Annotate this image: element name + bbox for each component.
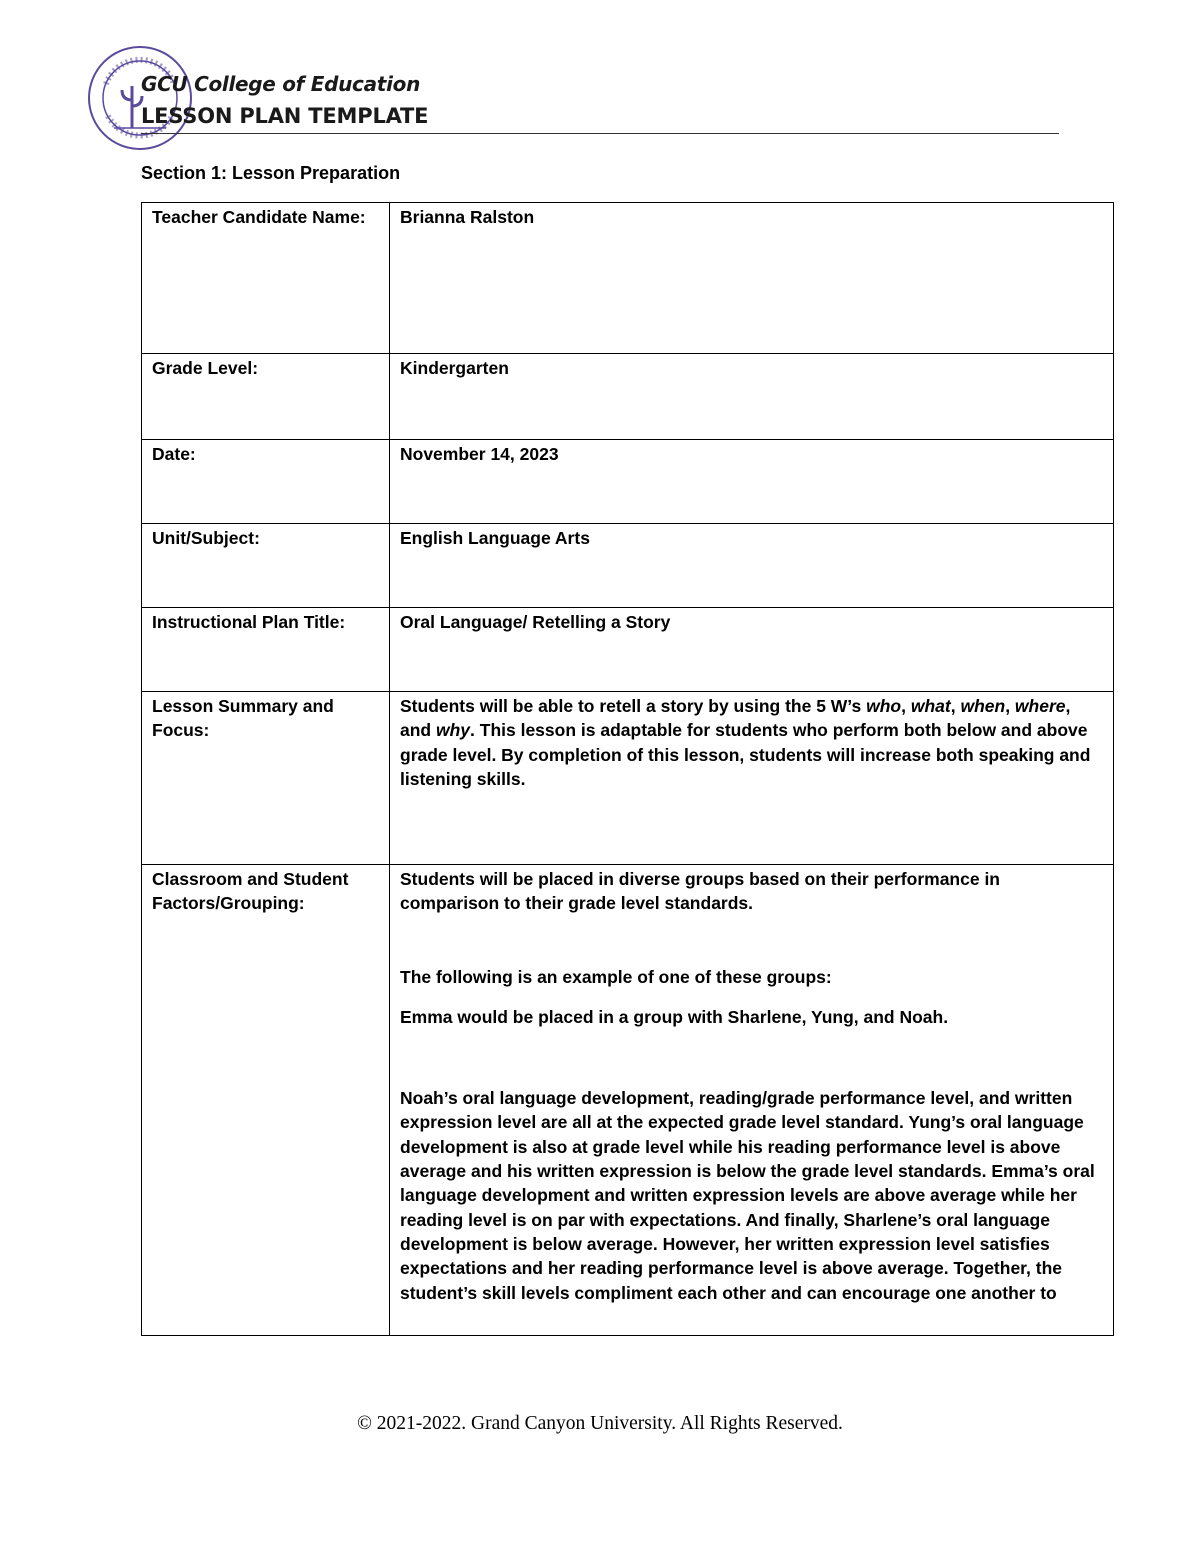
grouping-paragraph-3: Emma would be placed in a group with Sharlene, Yung, and Noah. [400, 1006, 949, 1027]
grouping-label: Classroom and Student Factors/Grouping: [142, 865, 390, 1336]
table-row-grouping [142, 865, 1114, 1336]
copyright-footer: © 2021-2022. Grand Canyon University. All Rights Reserved. [357, 1413, 843, 1434]
subject-value: English Language Arts [400, 528, 590, 548]
table-row-grade [142, 354, 1114, 440]
table-row-teacher [142, 203, 1114, 354]
summary-value [400, 694, 1103, 860]
table-row-title [142, 608, 1114, 692]
summary-text-1: Students will be able to retell a story by using the 5 W’s [400, 696, 867, 716]
grade-label: Grade Level: [142, 354, 390, 440]
summary-comma-1: , [901, 696, 911, 716]
table-row-summary [142, 692, 1114, 865]
date-label: Date: [142, 440, 390, 524]
grouping-paragraph-4: Noah’s oral language development, reading/grade performance level, and written expression level are all at the expected grade level standard. Yung’s oral language development is also at grade level while his reading performance level is above average and his written expression is below the grade level standards. Emma’s oral language development and written expression levels are above average while her reading level is on par with expectations. And finally, Sharlene’s oral language development is below average. However, her written expression level satisfies expectations and her reading performance level is above average. Together, the student’s skill levels compliment each other and can encourage one another to [400, 1088, 1095, 1303]
summary-when: when [960, 696, 1006, 716]
summary-comma-2: , [950, 696, 961, 716]
plan-title-label: Instructional Plan Title: [142, 608, 390, 692]
teacher-label: Teacher Candidate Name: [142, 203, 390, 354]
table-row-subject [142, 524, 1114, 608]
summary-label: Lesson Summary and Focus: [142, 692, 390, 865]
grouping-paragraph-2: The following is an example of one of these groups: [400, 966, 832, 987]
plan-title-value-cell [390, 608, 1114, 692]
summary-why: why [435, 720, 471, 741]
teacher-value: Brianna Ralston [400, 207, 535, 227]
summary-where: where [1014, 696, 1066, 716]
summary-comma-3: , [1005, 696, 1015, 716]
grade-value-cell [390, 354, 1114, 440]
summary-who: who [866, 696, 902, 716]
grouping-value [400, 867, 1103, 1331]
grouping-paragraph-1: Students will be placed in diverse groups based on their performance in comparison to their grade level standards. [400, 869, 1000, 914]
plan-title-value: Oral Language/ Retelling a Story [400, 612, 671, 632]
teacher-value-cell [390, 203, 1114, 354]
lesson-preparation-table [141, 202, 1114, 1336]
university-seal-icon [86, 44, 194, 152]
college-name: GCU College of Education [141, 72, 421, 96]
summary-value-cell [390, 692, 1114, 865]
grade-value: Kindergarten [400, 358, 509, 378]
header-divider [141, 133, 1059, 134]
date-value-cell [390, 440, 1114, 524]
section-title: Section 1: Lesson Preparation [141, 163, 401, 183]
subject-label: Unit/Subject: [142, 524, 390, 608]
subject-value-cell [390, 524, 1114, 608]
summary-what: what [910, 696, 951, 716]
summary-text-2: . This lesson is adaptable for students who perform both below and above grade level. By completion of this lesson, students will increase both speaking and listening skills. [400, 720, 1091, 789]
grouping-value-cell [390, 865, 1114, 1336]
date-value: November 14, 2023 [400, 444, 559, 464]
summary-and: , and [400, 696, 1071, 741]
table-row-date [142, 440, 1114, 524]
template-title: LESSON PLAN TEMPLATE [141, 104, 429, 128]
